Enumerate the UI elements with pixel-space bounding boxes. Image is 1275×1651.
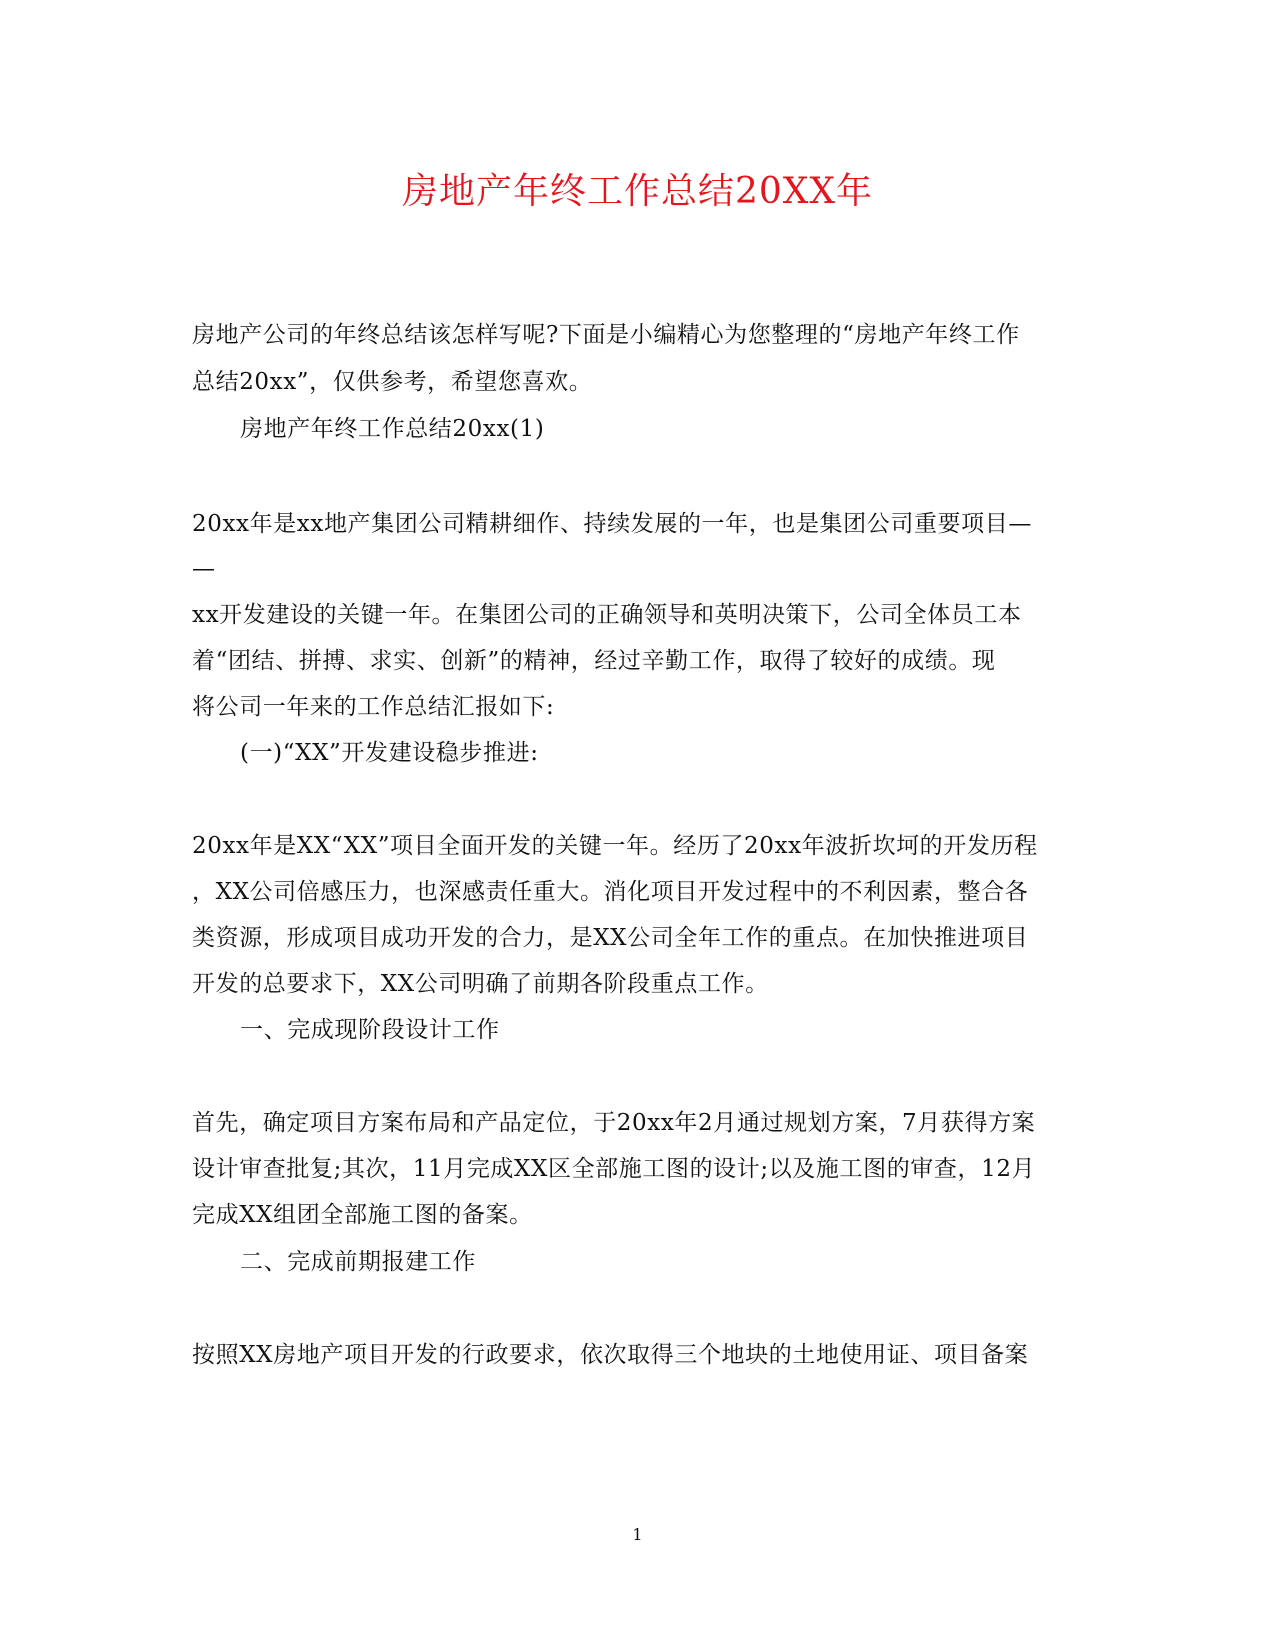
subsection-heading: (一)“XX”开发建设稳步推进: xyxy=(240,740,539,766)
paragraph-line: 着“团结、拼搏、求实、创新”的精神，经过辛勤工作，取得了较好的成绩。现 xyxy=(192,648,996,674)
section-heading-1: 房地产年终工作总结20xx(1) xyxy=(240,416,545,442)
intro-line-1: 房地产公司的年终总结该怎样写呢?下面是小编精心为您整理的“房地产年终工作 xyxy=(192,322,1020,348)
document-title: 房地产年终工作总结20XX年 xyxy=(401,171,874,212)
paragraph-line: 将公司一年来的工作总结汇报如下: xyxy=(192,694,555,720)
paragraph-line: 设计审查批复;其次，11月完成XX区全部施工图的设计;以及施工图的审查，12月 xyxy=(192,1156,1036,1182)
intro-line-2: 总结20xx”，仅供参考，希望您喜欢。 xyxy=(192,369,593,395)
paragraph-line: xx开发建设的关键一年。在集团公司的正确领导和英明决策下，公司全体员工本 xyxy=(192,602,1022,628)
section-heading-2: 一、完成现阶段设计工作 xyxy=(240,1017,500,1043)
paragraph-line: 20xx年是xx地产集团公司精耕细作、持续发展的一年，也是集团公司重要项目— xyxy=(192,511,1032,537)
paragraph-line: ，XX公司倍感压力，也深感责任重大。消化项目开发过程中的不利因素，整合各 xyxy=(192,879,1029,905)
paragraph-line: 20xx年是XX“XX”项目全面开发的关键一年。经历了20xx年波折坎坷的开发历程 xyxy=(192,833,1038,859)
paragraph-line: 开发的总要求下，XX公司明确了前期各阶段重点工作。 xyxy=(192,971,769,997)
page-number: 1 xyxy=(632,1525,643,1544)
paragraph-line: — xyxy=(192,556,216,582)
paragraph-line: 首先，确定项目方案布局和产品定位，于20xx年2月通过规划方案，7月获得方案 xyxy=(192,1110,1036,1136)
section-heading-3: 二、完成前期报建工作 xyxy=(240,1249,476,1275)
paragraph-line: 完成XX组团全部施工图的备案。 xyxy=(192,1202,533,1228)
paragraph-line: 类资源，形成项目成功开发的合力，是XX公司全年工作的重点。在加快推进项目 xyxy=(192,925,1029,951)
paragraph-line: 按照XX房地产项目开发的行政要求，依次取得三个地块的土地使用证、项目备案 xyxy=(192,1342,1029,1368)
